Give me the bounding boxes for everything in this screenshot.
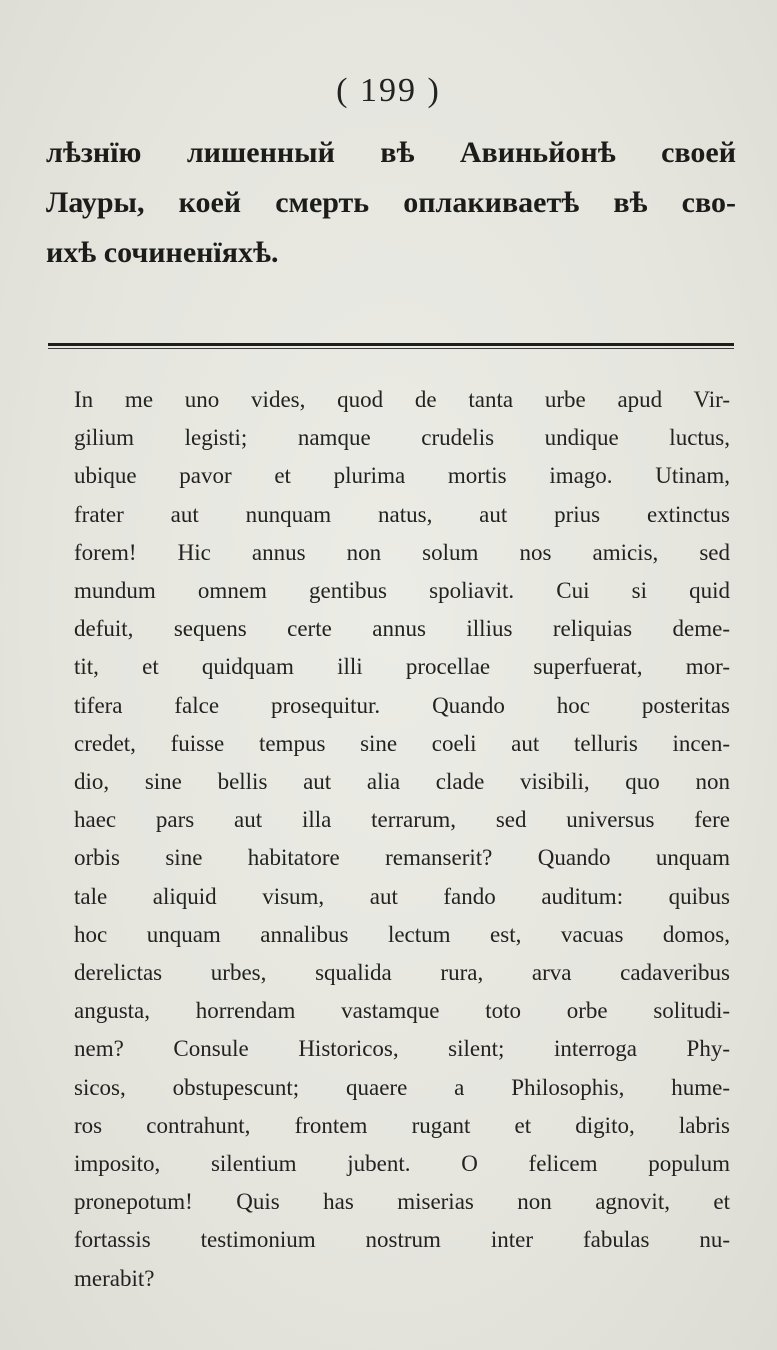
footnote-separator-rule-thin <box>48 348 734 349</box>
top-paragraph-line: Лауры, коей смерть оплакиваетѣ вѣ сво- <box>46 186 736 219</box>
latin-line: tale aliquid visum, aut fando auditum: quibus <box>74 883 730 909</box>
latin-line: derelictas urbes, squalida rura, arva cadaveribus <box>74 960 730 986</box>
latin-line: nem? Consule Historicos, silent; interroga Phy- <box>74 1036 730 1062</box>
latin-line: frater aut nunquam natus, aut prius extinctus <box>74 501 730 527</box>
latin-line: hoc unquam annalibus lectum est, vacuas domos, <box>74 921 730 947</box>
latin-line: forem! Hic annus non solum nos amicis, sed <box>74 539 730 565</box>
latin-line: sicos, obstupescunt; quaere a Philosophis, hume- <box>74 1074 730 1100</box>
top-paragraph <box>46 128 736 278</box>
top-paragraph-line: ихѣ сочиненїяхѣ. <box>46 236 279 269</box>
latin-line: credet, fuisse tempus sine coeli aut telluris incen- <box>74 730 730 756</box>
latin-footnote-paragraph <box>74 381 730 1298</box>
footnote-separator-rule <box>48 343 734 346</box>
latin-line: angusta, horrendam vastamque toto orbe solitudi- <box>74 998 730 1024</box>
latin-line: merabit? <box>74 1265 155 1291</box>
latin-line: pronepotum! Quis has miserias non agnovit, et <box>74 1189 730 1215</box>
latin-line: ubique pavor et plurima mortis imago. Utinam, <box>74 463 730 489</box>
latin-line: In me uno vides, quod de tanta urbe apud Vir- <box>74 387 730 412</box>
latin-line: tifera falce prosequitur. Quando hoc posteritas <box>74 692 730 718</box>
latin-line: tit, et quidquam illi procellae superfuerat, mor- <box>74 654 730 680</box>
latin-line: imposito, silentium jubent. O felicem populum <box>74 1151 730 1177</box>
latin-line: dio, sine bellis aut alia clade visibili, quo non <box>74 769 730 795</box>
latin-line: gilium legisti; namque crudelis undique luctus, <box>74 425 730 451</box>
latin-line: mundum omnem gentibus spoliavit. Cui si quid <box>74 578 730 604</box>
latin-line: ros contrahunt, frontem rugant et digito, labris <box>74 1112 730 1138</box>
latin-line: defuit, sequens certe annus illius reliquias deme- <box>74 616 730 642</box>
latin-line: haec pars aut illa terrarum, sed universus fere <box>74 807 730 833</box>
page-number: ( 199 ) <box>336 72 441 109</box>
latin-line: fortassis testimonium nostrum inter fabulas nu- <box>74 1227 730 1253</box>
latin-line: orbis sine habitatore remanserit? Quando unquam <box>74 845 730 871</box>
top-paragraph-line: лѣзнїю лишенный вѣ Авиньйонѣ своей <box>46 136 736 169</box>
